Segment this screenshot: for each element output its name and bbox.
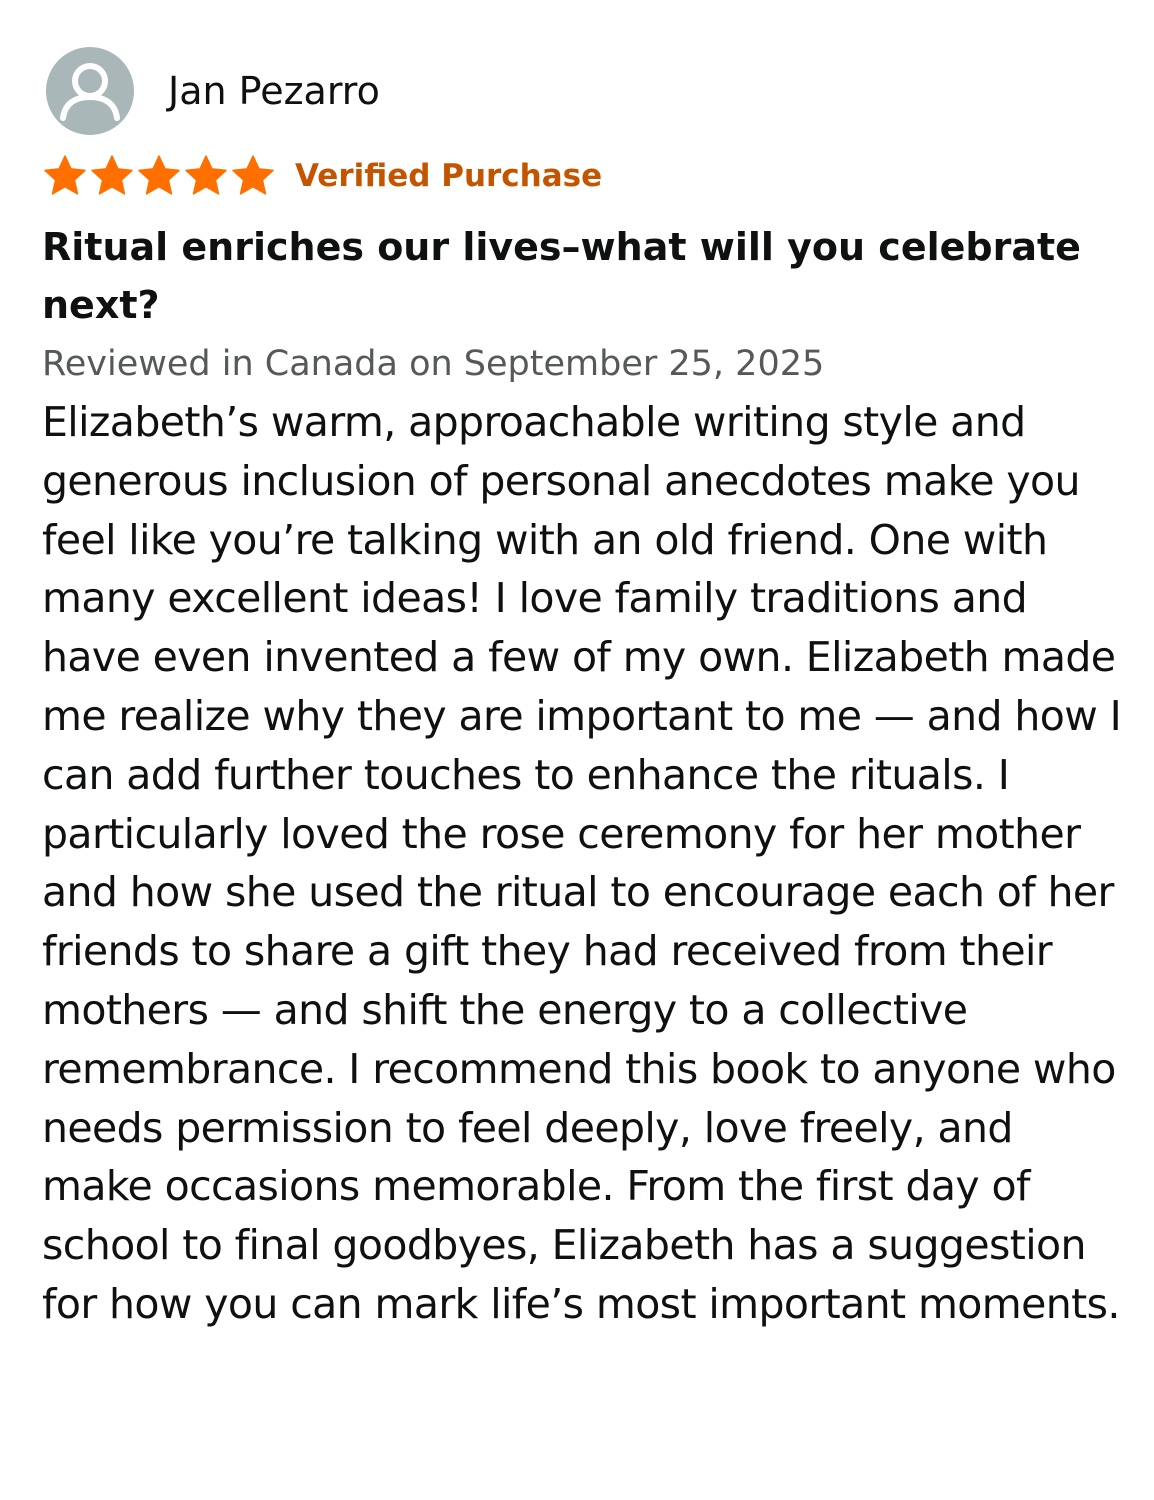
star-icon	[89, 153, 135, 199]
rating-row	[42, 152, 602, 200]
star-icon	[136, 153, 182, 199]
star-icon	[42, 153, 88, 199]
reviewer-name[interactable]: Jan Pezarro	[168, 69, 380, 113]
review-date: Reviewed in Canada on September 25, 2025	[42, 344, 825, 384]
avatar[interactable]	[46, 47, 134, 135]
verified-purchase-badge[interactable]: Verified Purchase	[295, 157, 603, 194]
review-body: Elizabeth’s warm, approachable writing style and generous inclusion of personal anecdotes make you feel like you’re talking with an old friend. One with many excellent ideas! I love family traditions and have even invented a few of my own. Elizabeth made me realize why they are important to me — and how I can add further touches to enhance the rituals. I particularly loved the rose ceremony for her mother and how she used the ritual to encourage each of her friends to share a gift they had received from their mothers — and shift the energy to a collective remembrance. I recommend this book to anyone who needs permission to feel deeply, love freely, and make occasions memorable. From the first day of school to final goodbyes, Elizabeth has a suggestion for how you can mark life’s most important moments.	[42, 398, 1122, 1328]
star-icon	[183, 153, 229, 199]
star-rating[interactable]	[42, 153, 277, 199]
reviewer-profile[interactable]	[46, 46, 380, 136]
star-icon	[230, 153, 276, 199]
user-silhouette-icon	[46, 47, 134, 135]
review-title: Ritual enriches our lives–what will you celebrate next?	[42, 225, 1081, 327]
